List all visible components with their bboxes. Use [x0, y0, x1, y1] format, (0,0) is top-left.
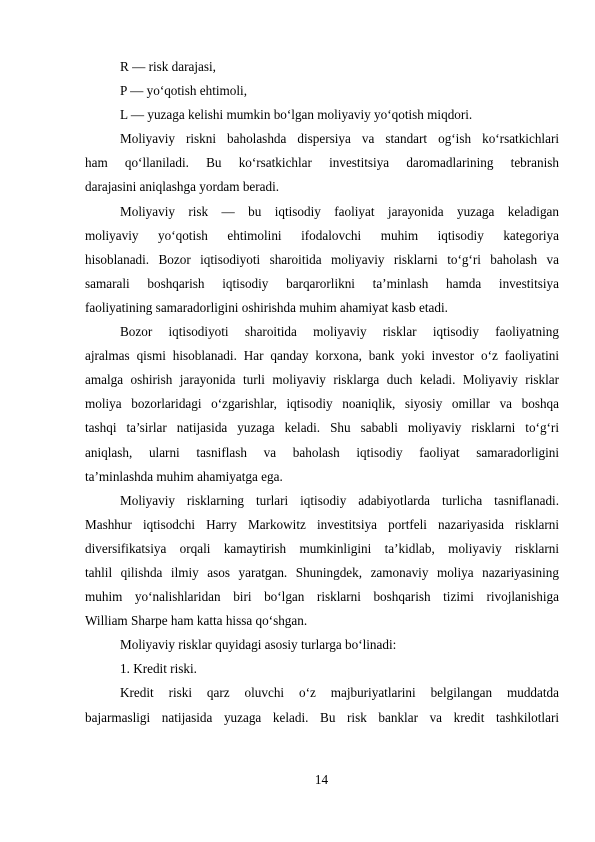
text-line: samarali boshqarish iqtisodiy barqarorlikni ta’minlash hamda investitsiya	[85, 275, 559, 291]
text-line: ta’minlashda muhim ahamiyatga ega.	[85, 468, 283, 484]
text-line: Mashhur iqtisodchi Harry Markowitz investitsiya portfeli nazariyasida risklarni	[85, 516, 559, 532]
text-line: bajarmasligi natijasida yuzaga keladi. Bu risk banklar va kredit tashkilotlari	[85, 709, 559, 725]
text-line: R — risk darajasi,	[120, 59, 216, 74]
text-line: tashqi ta’sirlar natijasida yuzaga keladi. Shu sababli moliyaviy risklarni to‘g‘ri	[85, 420, 559, 436]
text-line: faoliyatining samaradorligini oshirishda muhim ahamiyat kasb etadi.	[85, 299, 448, 315]
page-number: 14	[314, 772, 329, 787]
text-line: Moliyaviy riskni baholashda dispersiya va standart og‘ish ko‘rsatkichlari	[120, 131, 559, 147]
text-line: muhim yo‘nalishlaridan biri bo‘lgan risklarni boshqarish tizimi rivojlanishiga	[85, 589, 559, 605]
text-line: L — yuzaga kelishi mumkin bo‘lgan moliyaviy yo‘qotish miqdori.	[120, 107, 473, 123]
text-line: hisoblanadi. Bozor iqtisodiyoti sharoitida moliyaviy risklarni to‘g‘ri baholash va	[85, 251, 559, 267]
document-body	[85, 55, 559, 730]
text-line: aniqlash, ularni tasniflash va baholash iqtisodiy faoliyat samaradorligini	[85, 444, 559, 460]
text-line: diversifikatsiya orqali kamaytirish mumkinligini ta’kidlab, moliyaviy risklarni	[85, 540, 559, 556]
text-line: ajralmas qismi hisoblanadi. Har qanday korxona, bank yoki investor o‘z faoliyatini	[85, 348, 559, 364]
text-line: moliyaviy yo‘qotish ehtimolini ifodalovchi muhim iqtisodiy kategoriya	[85, 227, 559, 243]
text-line: 1. Kredit riski.	[120, 661, 197, 677]
text-line: Moliyaviy risklar quyidagi asosiy turlarga bo‘linadi:	[120, 637, 397, 653]
text-line: moliya bozorlaridagi o‘zgarishlar, iqtisodiy noaniqlik, siyosiy omillar va boshqa	[85, 396, 559, 412]
text-line: Moliyaviy risklarning turlari iqtisodiy adabiyotlarda turlicha tasniflanadi.	[120, 492, 559, 508]
text-line: Moliyaviy risk — bu iqtisodiy faoliyat jarayonida yuzaga keladigan	[120, 203, 559, 219]
text-line: tahlil qilishda ilmiy asos yaratgan. Shuningdek, zamonaviy moliya nazariyasining	[85, 564, 559, 580]
text-line: Bozor iqtisodiyoti sharoitida moliyaviy risklar iqtisodiy faoliyatning	[120, 324, 559, 340]
text-line: Kredit riski qarz oluvchi o‘z majburiyatlarini belgilangan muddatda	[120, 685, 559, 701]
text-line: William Sharpe ham katta hissa qo‘shgan.	[85, 613, 308, 629]
text-line: amalga oshirish jarayonida turli moliyaviy risklarga duch keladi. Moliyaviy risklar	[85, 372, 559, 388]
text-line: P — yo‘qotish ehtimoli,	[120, 83, 247, 99]
text-line: ham qo‘llaniladi. Bu ko‘rsatkichlar investitsiya daromadlarining tebranish	[85, 155, 559, 171]
text-line: darajasini aniqlashga yordam beradi.	[85, 179, 280, 195]
